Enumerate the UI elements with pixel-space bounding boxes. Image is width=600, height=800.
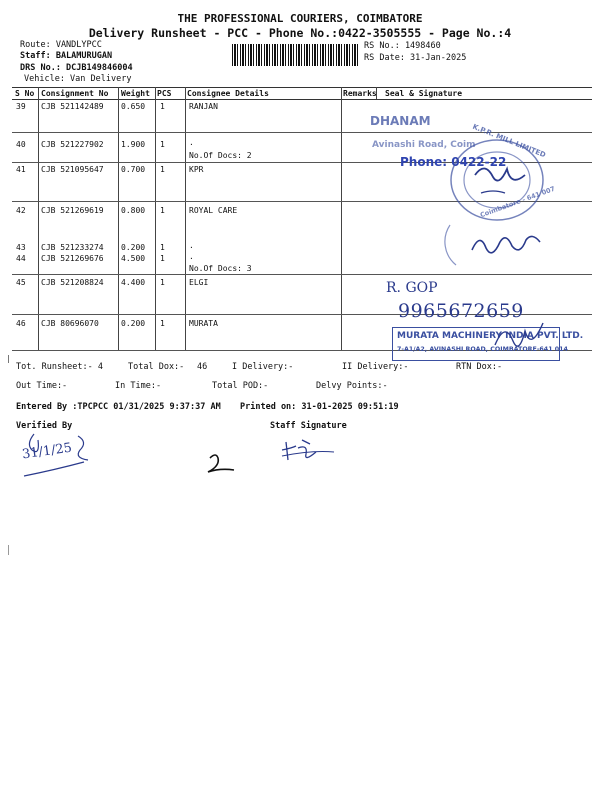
royal-care-signature: [440, 205, 560, 275]
staff-label: Staff: BALAMURUGAN: [20, 51, 113, 61]
col-divider: [118, 87, 119, 350]
verified-signature: [16, 428, 106, 483]
murata-address: 7-A1/A2, AVINASHI ROAD, COIMBATORE-641 014: [397, 346, 568, 353]
handwritten-receiver-name: R. GOP: [386, 280, 438, 296]
route-label: Route: VANDLYPCC: [20, 40, 102, 50]
barcode: [232, 44, 358, 66]
rtn-dox-label: RTN Dox:-: [456, 362, 503, 372]
col-divider: [341, 87, 342, 350]
row-weight: 0.200: [121, 243, 146, 252]
runsheet-subtitle: Delivery Runsheet - PCC - Phone No.:0422-3505555 - Page No.:4: [88, 26, 512, 40]
col-divider: [185, 87, 186, 350]
row-sno: 40: [16, 140, 26, 149]
stamp-phone: Phone: 0422-22: [400, 155, 507, 169]
row-sno: 39: [16, 102, 26, 111]
row-doc-count: No.Of Docs: 3: [189, 264, 252, 273]
kpr-city-text: Coimbatore - 641 007: [479, 184, 557, 220]
row-consignee: ELGI: [189, 278, 209, 287]
total-dox-value: 46: [197, 362, 208, 372]
row-divider: [12, 132, 592, 133]
ii-delivery-label: II Delivery:-: [342, 362, 409, 372]
rs-date: RS Date: 31-Jan-2025: [364, 53, 467, 63]
row-consignment: CJB 80696070: [41, 319, 99, 328]
row-weight: 0.200: [121, 319, 146, 328]
row-consignee: .: [189, 252, 194, 261]
rs-number: RS No.: 1498460: [364, 41, 441, 51]
row-weight: 0.650: [121, 102, 146, 111]
row-sno: 42: [16, 206, 26, 215]
row-pcs: 1: [160, 140, 165, 149]
row-weight: 0.700: [121, 165, 146, 174]
col-consignee: Consignee Details: [184, 88, 340, 100]
row-sno: 45: [16, 278, 26, 287]
row-pcs: 1: [160, 102, 165, 111]
col-pcs: PCS: [154, 88, 184, 100]
kpr-ring-text: K.P.R. MILL LIMITED: [471, 122, 547, 160]
total-pod-label: Total POD:-: [212, 381, 269, 391]
row-pcs: 1: [160, 206, 165, 215]
staff-signature-label: Staff Signature: [270, 421, 347, 431]
stamp-address: Avinashi Road, Coim: [372, 140, 476, 150]
entered-by: Entered By :TPCPCC 01/31/2025 9:37:37 AM: [16, 402, 221, 412]
margin-mark: [8, 545, 9, 555]
col-remarks: Remarks: [340, 88, 382, 100]
row-consignment: CJB 521227902: [41, 140, 104, 149]
delvy-points-label: Delvy Points:-: [316, 381, 388, 391]
murata-name: MURATA MACHINERY INDIA PVT. LTD.: [397, 331, 584, 341]
in-time-label: In Time:-: [115, 381, 162, 391]
row-consignment: CJB 521095647: [41, 165, 104, 174]
printed-on: Printed on: 31-01-2025 09:51:19: [240, 402, 399, 412]
row-consignee: .: [189, 241, 194, 250]
row-weight: 4.400: [121, 278, 146, 287]
row-consignee: RANJAN: [189, 102, 218, 111]
margin-mark: [8, 355, 9, 363]
row-consignment: CJB 521233274: [41, 243, 104, 252]
col-consignment: Consignment No: [38, 88, 118, 100]
row-consignment: CJB 521269619: [41, 206, 104, 215]
verified-date: 31/1/25: [21, 440, 73, 463]
row-consignee: ROYAL CARE: [189, 206, 238, 215]
drs-number: DRS No.: DCJB149846004: [20, 63, 133, 73]
row-consignee: .: [189, 138, 194, 147]
verified-by-label: Verified By: [16, 421, 73, 431]
row-pcs: 1: [160, 278, 165, 287]
table-header-row: [12, 88, 592, 100]
company-title: THE PROFESSIONAL COURIERS, COIMBATORE: [177, 12, 423, 25]
row-weight: 4.500: [121, 254, 146, 263]
row-consignee: KPR: [189, 165, 204, 174]
row-pcs: 1: [160, 165, 165, 174]
stamp-name: DHANAM: [370, 114, 431, 128]
col-divider: [376, 87, 377, 99]
staff-signature: [198, 430, 348, 480]
row-consignment: CJB 521269676: [41, 254, 104, 263]
col-divider: [155, 87, 156, 350]
col-sno: S No: [12, 88, 38, 100]
row-weight: 0.800: [121, 206, 146, 215]
vehicle-label: Vehicle: Van Delivery: [24, 74, 132, 84]
row-weight: 1.900: [121, 140, 146, 149]
row-pcs: 1: [160, 319, 165, 328]
runsheet-table: [12, 87, 592, 100]
row-consignment: CJB 521142489: [41, 102, 104, 111]
row-sno: 43: [16, 243, 26, 252]
total-dox-label: Total Dox:-: [128, 362, 185, 372]
row-sno: 44: [16, 254, 26, 263]
row-consignee: MURATA: [189, 319, 218, 328]
col-weight: Weight: [118, 88, 154, 100]
handwritten-receiver-phone: 9965672659: [398, 300, 524, 322]
i-delivery-label: I Delivery:-: [232, 362, 294, 372]
col-divider: [38, 87, 39, 350]
col-seal: Seal & Signature: [382, 88, 592, 100]
row-pcs: 1: [160, 254, 165, 263]
murata-signature: [490, 315, 550, 355]
row-sno: 41: [16, 165, 26, 174]
row-doc-count: No.Of Docs: 2: [189, 151, 252, 160]
total-runsheet: Tot. Runsheet:- 4: [16, 362, 103, 372]
out-time-label: Out Time:-: [16, 381, 68, 391]
row-pcs: 1: [160, 243, 165, 252]
row-sno: 46: [16, 319, 26, 328]
row-consignment: CJB 521208824: [41, 278, 104, 287]
